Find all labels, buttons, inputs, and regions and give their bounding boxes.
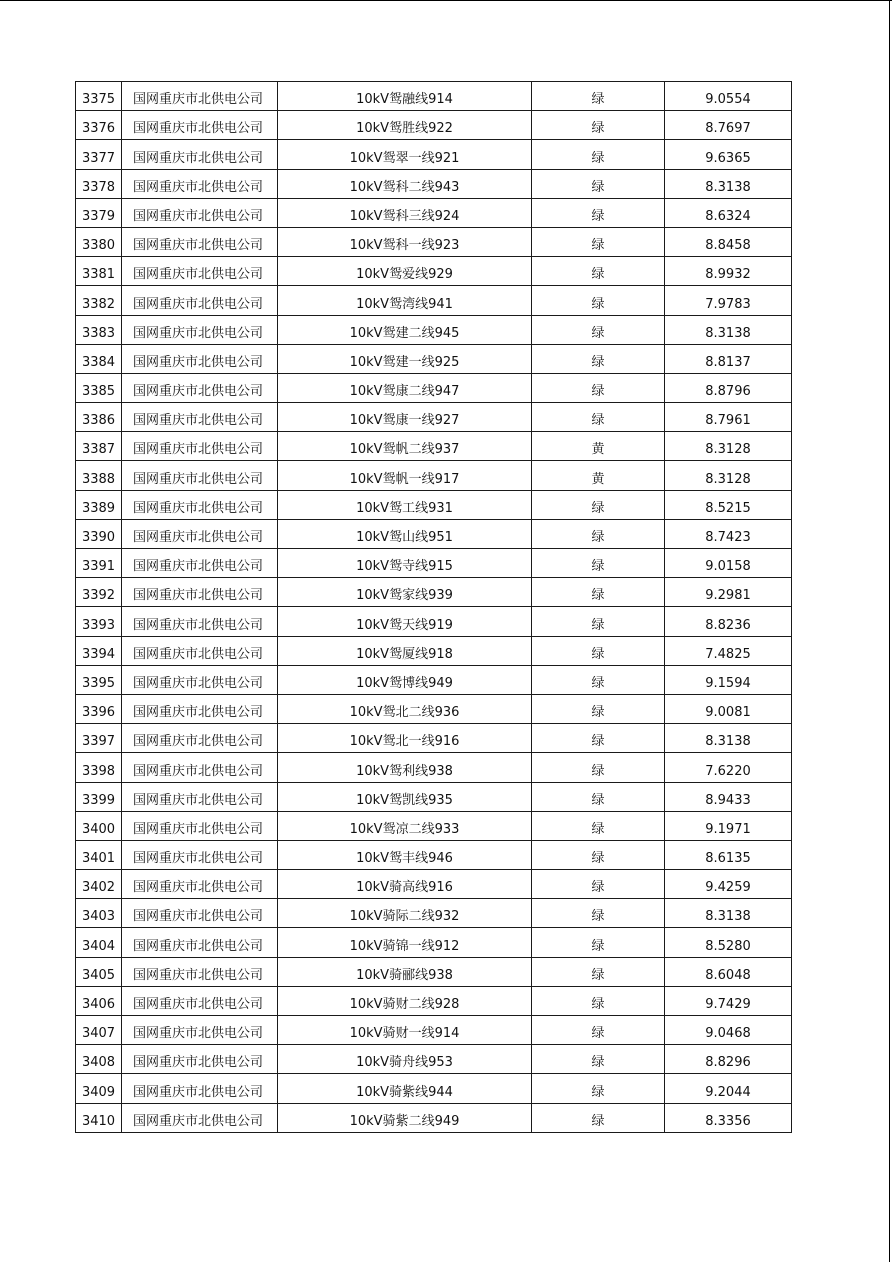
- table-row: [76, 490, 792, 519]
- table-row: [76, 1016, 792, 1045]
- company-cell: 国网重庆市北供电公司: [122, 694, 278, 723]
- table-row: [76, 986, 792, 1015]
- line-name-cell: 10kV骑际二线932: [278, 899, 532, 928]
- status-cell: 绿: [532, 694, 665, 723]
- line-name-cell: 10kV骑财二线928: [278, 986, 532, 1015]
- company-cell: 国网重庆市北供电公司: [122, 432, 278, 461]
- table-row: [76, 257, 792, 286]
- status-cell: 绿: [532, 344, 665, 373]
- status-cell: 绿: [532, 1016, 665, 1045]
- row-number-cell: 3401: [76, 840, 122, 869]
- status-cell: 绿: [532, 753, 665, 782]
- page-right-border: [889, 0, 890, 1262]
- line-name-cell: 10kV鸳寺线915: [278, 549, 532, 578]
- status-cell: 绿: [532, 986, 665, 1015]
- row-number-cell: 3380: [76, 227, 122, 256]
- line-name-cell: 10kV鸳凉二线933: [278, 811, 532, 840]
- status-cell: 绿: [532, 111, 665, 140]
- status-cell: 绿: [532, 840, 665, 869]
- value-cell: 8.9433: [665, 782, 792, 811]
- line-name-cell: 10kV鸳翠一线921: [278, 140, 532, 169]
- line-name-cell: 10kV鸳北二线936: [278, 694, 532, 723]
- status-cell: 绿: [532, 169, 665, 198]
- table-row: [76, 344, 792, 373]
- company-cell: 国网重庆市北供电公司: [122, 1074, 278, 1103]
- row-number-cell: 3394: [76, 636, 122, 665]
- table-row: [76, 227, 792, 256]
- status-cell: 绿: [532, 578, 665, 607]
- value-cell: 9.6365: [665, 140, 792, 169]
- table-row: [76, 840, 792, 869]
- value-cell: 8.3138: [665, 899, 792, 928]
- company-cell: 国网重庆市北供电公司: [122, 840, 278, 869]
- line-name-cell: 10kV鸳帆二线937: [278, 432, 532, 461]
- row-number-cell: 3392: [76, 578, 122, 607]
- line-name-cell: 10kV鸳康二线947: [278, 373, 532, 402]
- row-number-cell: 3398: [76, 753, 122, 782]
- line-name-cell: 10kV骑舟线953: [278, 1045, 532, 1074]
- table-row: [76, 549, 792, 578]
- status-cell: 黄: [532, 461, 665, 490]
- row-number-cell: 3405: [76, 957, 122, 986]
- status-cell: 绿: [532, 1045, 665, 1074]
- company-cell: 国网重庆市北供电公司: [122, 111, 278, 140]
- line-name-cell: 10kV骑紫二线949: [278, 1103, 532, 1132]
- status-cell: 绿: [532, 899, 665, 928]
- value-cell: 9.0081: [665, 694, 792, 723]
- line-name-cell: 10kV鸳建一线925: [278, 344, 532, 373]
- company-cell: 国网重庆市北供电公司: [122, 811, 278, 840]
- value-cell: 8.8296: [665, 1045, 792, 1074]
- value-cell: 8.7697: [665, 111, 792, 140]
- company-cell: 国网重庆市北供电公司: [122, 753, 278, 782]
- table-row: [76, 286, 792, 315]
- company-cell: 国网重庆市北供电公司: [122, 636, 278, 665]
- table-row: [76, 140, 792, 169]
- value-cell: 9.2981: [665, 578, 792, 607]
- status-cell: 绿: [532, 665, 665, 694]
- value-cell: 7.4825: [665, 636, 792, 665]
- line-status-table: [75, 81, 792, 1133]
- status-cell: 绿: [532, 870, 665, 899]
- row-number-cell: 3384: [76, 344, 122, 373]
- status-cell: 绿: [532, 549, 665, 578]
- value-cell: 7.9783: [665, 286, 792, 315]
- company-cell: 国网重庆市北供电公司: [122, 578, 278, 607]
- line-name-cell: 10kV鸳科三线924: [278, 198, 532, 227]
- line-name-cell: 10kV鸳北一线916: [278, 724, 532, 753]
- line-name-cell: 10kV鸳博线949: [278, 665, 532, 694]
- line-name-cell: 10kV骑财一线914: [278, 1016, 532, 1045]
- table-row: [76, 636, 792, 665]
- value-cell: 9.0468: [665, 1016, 792, 1045]
- value-cell: 8.6324: [665, 198, 792, 227]
- line-name-cell: 10kV骑高线916: [278, 870, 532, 899]
- line-name-cell: 10kV鸳家线939: [278, 578, 532, 607]
- company-cell: 国网重庆市北供电公司: [122, 227, 278, 256]
- status-cell: 绿: [532, 782, 665, 811]
- status-cell: 绿: [532, 519, 665, 548]
- row-number-cell: 3406: [76, 986, 122, 1015]
- line-name-cell: 10kV骑郦线938: [278, 957, 532, 986]
- value-cell: 9.4259: [665, 870, 792, 899]
- line-name-cell: 10kV鸳天线919: [278, 607, 532, 636]
- table-row: [76, 578, 792, 607]
- status-cell: 绿: [532, 928, 665, 957]
- row-number-cell: 3378: [76, 169, 122, 198]
- line-name-cell: 10kV鸳山线951: [278, 519, 532, 548]
- value-cell: 8.8458: [665, 227, 792, 256]
- row-number-cell: 3386: [76, 403, 122, 432]
- company-cell: 国网重庆市北供电公司: [122, 373, 278, 402]
- company-cell: 国网重庆市北供电公司: [122, 286, 278, 315]
- line-name-cell: 10kV骑紫线944: [278, 1074, 532, 1103]
- line-name-cell: 10kV鸳帆一线917: [278, 461, 532, 490]
- status-cell: 绿: [532, 607, 665, 636]
- table-row: [76, 665, 792, 694]
- table-row: [76, 607, 792, 636]
- value-cell: 8.8236: [665, 607, 792, 636]
- company-cell: 国网重庆市北供电公司: [122, 403, 278, 432]
- row-number-cell: 3383: [76, 315, 122, 344]
- row-number-cell: 3391: [76, 549, 122, 578]
- row-number-cell: 3390: [76, 519, 122, 548]
- row-number-cell: 3387: [76, 432, 122, 461]
- line-name-cell: 10kV鸳丰线946: [278, 840, 532, 869]
- value-cell: 8.5280: [665, 928, 792, 957]
- value-cell: 8.3138: [665, 315, 792, 344]
- table-row: [76, 1103, 792, 1132]
- value-cell: 8.7961: [665, 403, 792, 432]
- company-cell: 国网重庆市北供电公司: [122, 899, 278, 928]
- company-cell: 国网重庆市北供电公司: [122, 665, 278, 694]
- line-name-cell: 10kV鸳利线938: [278, 753, 532, 782]
- value-cell: 8.3138: [665, 169, 792, 198]
- value-cell: 8.8796: [665, 373, 792, 402]
- table-body: [76, 82, 792, 1133]
- company-cell: 国网重庆市北供电公司: [122, 257, 278, 286]
- value-cell: 8.6135: [665, 840, 792, 869]
- value-cell: 9.2044: [665, 1074, 792, 1103]
- row-number-cell: 3375: [76, 82, 122, 111]
- value-cell: 9.7429: [665, 986, 792, 1015]
- line-name-cell: 10kV鸳厦线918: [278, 636, 532, 665]
- row-number-cell: 3396: [76, 694, 122, 723]
- table-row: [76, 461, 792, 490]
- company-cell: 国网重庆市北供电公司: [122, 140, 278, 169]
- company-cell: 国网重庆市北供电公司: [122, 1016, 278, 1045]
- row-number-cell: 3376: [76, 111, 122, 140]
- table-row: [76, 753, 792, 782]
- company-cell: 国网重庆市北供电公司: [122, 344, 278, 373]
- company-cell: 国网重庆市北供电公司: [122, 549, 278, 578]
- value-cell: 8.7423: [665, 519, 792, 548]
- row-number-cell: 3409: [76, 1074, 122, 1103]
- row-number-cell: 3389: [76, 490, 122, 519]
- value-cell: 8.3138: [665, 724, 792, 753]
- value-cell: 8.3128: [665, 432, 792, 461]
- table-row: [76, 519, 792, 548]
- table-row: [76, 870, 792, 899]
- table-row: [76, 899, 792, 928]
- line-name-cell: 10kV鸳湾线941: [278, 286, 532, 315]
- status-cell: 绿: [532, 636, 665, 665]
- row-number-cell: 3393: [76, 607, 122, 636]
- line-name-cell: 10kV鸳凯线935: [278, 782, 532, 811]
- row-number-cell: 3382: [76, 286, 122, 315]
- status-cell: 绿: [532, 403, 665, 432]
- table-row: [76, 724, 792, 753]
- value-cell: 9.0554: [665, 82, 792, 111]
- line-name-cell: 10kV鸳康一线927: [278, 403, 532, 432]
- row-number-cell: 3395: [76, 665, 122, 694]
- status-cell: 绿: [532, 1074, 665, 1103]
- row-number-cell: 3399: [76, 782, 122, 811]
- table-row: [76, 957, 792, 986]
- line-name-cell: 10kV鸳科二线943: [278, 169, 532, 198]
- company-cell: 国网重庆市北供电公司: [122, 315, 278, 344]
- table-row: [76, 928, 792, 957]
- company-cell: 国网重庆市北供电公司: [122, 957, 278, 986]
- company-cell: 国网重庆市北供电公司: [122, 1045, 278, 1074]
- status-cell: 绿: [532, 373, 665, 402]
- row-number-cell: 3404: [76, 928, 122, 957]
- company-cell: 国网重庆市北供电公司: [122, 1103, 278, 1132]
- company-cell: 国网重庆市北供电公司: [122, 461, 278, 490]
- status-cell: 绿: [532, 198, 665, 227]
- table-row: [76, 694, 792, 723]
- line-name-cell: 10kV鸳建二线945: [278, 315, 532, 344]
- row-number-cell: 3410: [76, 1103, 122, 1132]
- table-row: [76, 432, 792, 461]
- company-cell: 国网重庆市北供电公司: [122, 490, 278, 519]
- value-cell: 8.9932: [665, 257, 792, 286]
- row-number-cell: 3402: [76, 870, 122, 899]
- row-number-cell: 3381: [76, 257, 122, 286]
- row-number-cell: 3407: [76, 1016, 122, 1045]
- value-cell: 7.6220: [665, 753, 792, 782]
- value-cell: 8.5215: [665, 490, 792, 519]
- table-row: [76, 315, 792, 344]
- status-cell: 绿: [532, 227, 665, 256]
- company-cell: 国网重庆市北供电公司: [122, 82, 278, 111]
- value-cell: 9.0158: [665, 549, 792, 578]
- row-number-cell: 3400: [76, 811, 122, 840]
- table-row: [76, 169, 792, 198]
- table-row: [76, 1045, 792, 1074]
- value-cell: 9.1971: [665, 811, 792, 840]
- table-row: [76, 198, 792, 227]
- company-cell: 国网重庆市北供电公司: [122, 198, 278, 227]
- value-cell: 8.3128: [665, 461, 792, 490]
- row-number-cell: 3379: [76, 198, 122, 227]
- status-cell: 绿: [532, 257, 665, 286]
- status-cell: 绿: [532, 315, 665, 344]
- status-cell: 绿: [532, 1103, 665, 1132]
- status-cell: 绿: [532, 140, 665, 169]
- table-row: [76, 111, 792, 140]
- page-top-border: [0, 0, 892, 1]
- status-cell: 绿: [532, 811, 665, 840]
- table-row: [76, 782, 792, 811]
- company-cell: 国网重庆市北供电公司: [122, 986, 278, 1015]
- table-row: [76, 811, 792, 840]
- table-row: [76, 82, 792, 111]
- line-name-cell: 10kV鸳科一线923: [278, 227, 532, 256]
- company-cell: 国网重庆市北供电公司: [122, 928, 278, 957]
- line-name-cell: 10kV鸳工线931: [278, 490, 532, 519]
- row-number-cell: 3388: [76, 461, 122, 490]
- line-name-cell: 10kV鸳融线914: [278, 82, 532, 111]
- status-cell: 绿: [532, 724, 665, 753]
- status-cell: 绿: [532, 286, 665, 315]
- company-cell: 国网重庆市北供电公司: [122, 607, 278, 636]
- company-cell: 国网重庆市北供电公司: [122, 519, 278, 548]
- value-cell: 8.6048: [665, 957, 792, 986]
- status-cell: 黄: [532, 432, 665, 461]
- table-row: [76, 403, 792, 432]
- value-cell: 9.1594: [665, 665, 792, 694]
- status-cell: 绿: [532, 957, 665, 986]
- company-cell: 国网重庆市北供电公司: [122, 724, 278, 753]
- line-name-cell: 10kV鸳胜线922: [278, 111, 532, 140]
- line-name-cell: 10kV骑锦一线912: [278, 928, 532, 957]
- row-number-cell: 3403: [76, 899, 122, 928]
- status-cell: 绿: [532, 82, 665, 111]
- row-number-cell: 3385: [76, 373, 122, 402]
- table-row: [76, 373, 792, 402]
- value-cell: 8.8137: [665, 344, 792, 373]
- row-number-cell: 3397: [76, 724, 122, 753]
- status-cell: 绿: [532, 490, 665, 519]
- row-number-cell: 3408: [76, 1045, 122, 1074]
- table-row: [76, 1074, 792, 1103]
- company-cell: 国网重庆市北供电公司: [122, 782, 278, 811]
- company-cell: 国网重庆市北供电公司: [122, 870, 278, 899]
- row-number-cell: 3377: [76, 140, 122, 169]
- company-cell: 国网重庆市北供电公司: [122, 169, 278, 198]
- value-cell: 8.3356: [665, 1103, 792, 1132]
- line-name-cell: 10kV鸳爱线929: [278, 257, 532, 286]
